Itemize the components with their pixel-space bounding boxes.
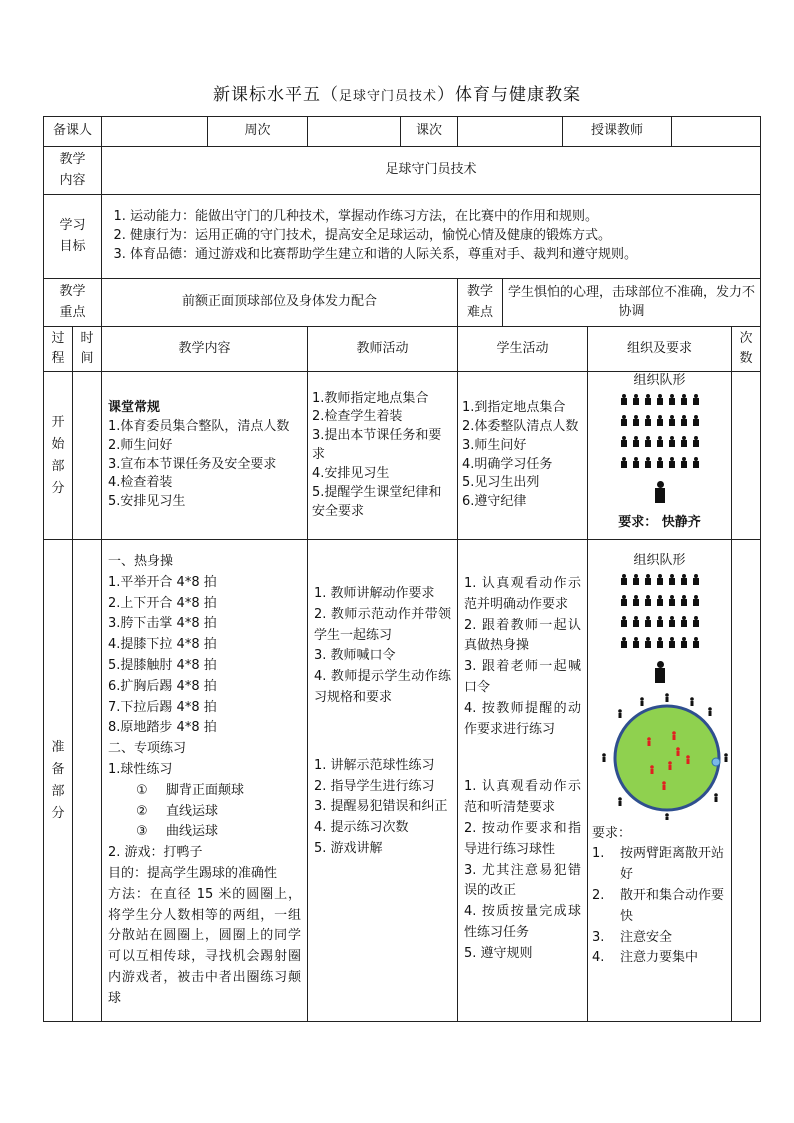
student-icon: [656, 457, 664, 468]
inner-player-icon: [651, 769, 654, 774]
requirements-label: 要求：: [592, 825, 632, 841]
goal-item: 3. 体育品德：通过游戏和比赛帮助学生建立和谐的人际关系，尊重对手、裁判和遵守规则。: [130, 246, 754, 265]
list-item: 3. 尤其注意易犯错误的改正: [464, 862, 582, 899]
list-item: 2.上下开合 4*8 拍: [108, 595, 217, 611]
student-icon: [692, 457, 700, 468]
student-icon: [632, 595, 640, 606]
student-icon: [656, 595, 664, 606]
prep-student: [458, 540, 588, 1022]
outer-player-icon: [666, 697, 669, 702]
col-student: 学生活动: [458, 327, 588, 372]
outer-player-icon: [618, 709, 622, 713]
week-value[interactable]: [308, 117, 401, 147]
list-item: 1.教师指定地点集合: [312, 390, 429, 406]
goals-label: 学习目标: [44, 195, 102, 279]
list-item: 二、专项练习: [108, 741, 187, 757]
student-icon: [632, 415, 640, 426]
list-item: 4.检查着装: [108, 475, 173, 491]
formation-row: [592, 613, 727, 634]
list-item: ③ 曲线运球: [136, 824, 219, 840]
list-item: 1. 按两臂距离散开站好: [592, 846, 725, 883]
start-student: [458, 372, 588, 540]
difficulty-label: 教学难点: [458, 279, 503, 327]
list-item: 1.球性练习: [108, 761, 173, 777]
student-icon: [644, 415, 652, 426]
teacher-icon: [654, 661, 666, 683]
student-icon: [680, 394, 688, 405]
student-icon: [668, 415, 676, 426]
prep-org: [588, 540, 732, 1022]
student-formation: [592, 571, 727, 655]
outer-player-icon: [690, 697, 694, 701]
list-item: 2.师生问好: [108, 437, 173, 453]
outer-player-icon: [603, 757, 606, 762]
list-item: 4. 教师提示学生动作练习规格和要求: [314, 669, 452, 705]
inner-player-icon: [677, 751, 680, 756]
list-item: 4.安排见习生: [312, 465, 390, 481]
list-item: 5. 遵守规则: [464, 945, 533, 961]
student-icon: [620, 394, 628, 405]
student-icon: [656, 394, 664, 405]
student-icon: [632, 457, 640, 468]
column-header-row: [44, 327, 761, 372]
content-value: 足球守门员技术: [102, 147, 761, 195]
inner-player-icon: [663, 785, 666, 790]
formation-row: [592, 571, 727, 592]
list-item: 1.到指定地点集合: [462, 399, 566, 415]
student-icon: [620, 574, 628, 585]
col-org: 组织及要求: [588, 327, 732, 372]
prep-phase: 准备部分: [44, 540, 73, 1022]
list-item: 8.原地踏步 4*8 拍: [108, 720, 217, 736]
list-item: ① 脚背正面颠球: [136, 782, 245, 798]
list-item: 6.扩胸后踢 4*8 拍: [108, 678, 217, 694]
inner-player-icon: [650, 765, 654, 769]
student-icon: [620, 457, 628, 468]
student-icon: [632, 436, 640, 447]
list-item: 4.明确学习任务: [462, 456, 553, 472]
inner-player-icon: [662, 781, 666, 785]
student-icon: [680, 415, 688, 426]
org-title: 组织队形: [633, 553, 686, 568]
prep-section-row: [44, 540, 761, 1022]
list-item: 1. 教师讲解动作要求: [314, 586, 435, 601]
student-icon: [668, 574, 676, 585]
student-icon: [680, 637, 688, 648]
document-title: 新课标水平五（足球守门员技术）体育与健康教案: [212, 85, 581, 105]
list-item: 一、热身操: [108, 554, 174, 569]
inner-player-icon: [687, 759, 690, 764]
goal-item: 2. 健康行为：运用正确的守门技术，提高安全足球运动，愉悦心情及健康的锻炼方式。: [130, 227, 754, 246]
outer-player-icon: [640, 697, 644, 701]
student-icon: [680, 616, 688, 627]
outer-player-icon: [618, 797, 622, 801]
outer-player-icon: [665, 813, 669, 817]
list-item: 2.体委整队清点人数: [462, 418, 579, 434]
outer-player-icon: [715, 797, 718, 802]
student-icon: [656, 616, 664, 627]
start-section-row: [44, 372, 761, 540]
list-item: 1. 认真观看动作示范并明确动作要求: [464, 576, 582, 612]
student-icon: [656, 574, 664, 585]
list-item: 2.检查学生着装: [312, 409, 403, 425]
outer-player-icon: [666, 817, 669, 820]
formation-row: [588, 433, 731, 454]
list-item: 5.提醒学生课堂纪律和安全要求: [312, 484, 442, 519]
col-time: 时间: [73, 327, 102, 372]
student-icon: [668, 637, 676, 648]
student-icon: [680, 595, 688, 606]
list-item: 1.平举开合 4*8 拍: [108, 574, 217, 590]
student-icon: [620, 595, 628, 606]
list-item: 2. 散开和集合动作要快: [592, 888, 725, 924]
student-icon: [620, 415, 628, 426]
inner-player-icon: [647, 737, 651, 741]
list-item: ② 直线运球: [136, 803, 219, 819]
student-icon: [692, 415, 700, 426]
list-item: 1. 认真观看动作示范和听清楚要求: [464, 779, 582, 816]
inner-player-icon: [686, 755, 690, 759]
content-row: [44, 147, 761, 195]
list-item: 4. 注意力要集中: [592, 950, 699, 966]
formation-row: [588, 412, 731, 433]
student-icon: [668, 394, 676, 405]
preparer-value[interactable]: [102, 117, 208, 147]
outer-player-icon: [714, 793, 718, 797]
game-field-circle: [615, 706, 719, 810]
list-item: 2. 跟着教师一起认真做热身操: [464, 617, 582, 654]
list-item: 4. 按质按量完成球性练习任务: [464, 904, 582, 940]
goals-value: [102, 195, 761, 279]
outer-player-icon: [691, 701, 694, 706]
col-teacher: 教师活动: [308, 327, 458, 372]
student-icon: [632, 637, 640, 648]
key-label: 教学重点: [44, 279, 102, 327]
student-icon: [680, 457, 688, 468]
student-icon: [632, 394, 640, 405]
list-item: 3. 教师喊口令: [314, 648, 396, 664]
outer-player-icon: [709, 711, 712, 716]
start-count: [732, 372, 761, 540]
student-icon: [680, 574, 688, 585]
teacher-icon: [654, 481, 666, 503]
outer-player-icon: [641, 701, 644, 706]
student-icon: [668, 616, 676, 627]
list-item: 4.提膝下拉 4*8 拍: [108, 637, 217, 653]
list-item: 3.提出本节课任务和要求: [312, 428, 442, 463]
inner-player-icon: [668, 761, 672, 765]
start-org: [588, 372, 732, 540]
preparer-label: 备课人: [44, 117, 102, 147]
teacher-value[interactable]: [672, 117, 761, 147]
student-icon: [644, 574, 652, 585]
list-item: 5. 游戏讲解: [314, 840, 383, 856]
student-icon: [632, 574, 640, 585]
student-icon: [644, 595, 652, 606]
prep-content: [102, 540, 308, 1022]
list-item: 1. 讲解示范球性练习: [314, 757, 435, 773]
prep-time: [73, 540, 102, 1022]
key-value: 前额正面顶球部位及身体发力配合: [102, 279, 458, 327]
list-item: 6.遵守纪律: [462, 494, 527, 510]
col-process: 过程: [44, 327, 73, 372]
lesson-plan-table: [43, 116, 761, 1022]
student-icon: [692, 436, 700, 447]
list-item: 4. 提示练习次数: [314, 820, 409, 836]
game-field-diagram: [592, 690, 742, 820]
ball-icon: [712, 758, 720, 766]
list-item: 方法：在直径 15 米的圆圈上，将学生分人数相等的两组，一组分散站在圆圈上，圆圈上的同学可以互相传球，寻找机会踢射圈内游戏者，被击中者出圈练习颠球: [108, 886, 302, 1006]
header-row: [44, 117, 761, 147]
outer-player-icon: [619, 801, 622, 806]
student-icon: [632, 616, 640, 627]
student-icon: [644, 436, 652, 447]
outer-player-icon: [724, 753, 728, 757]
outer-player-icon: [665, 693, 669, 697]
list-item: 2. 按动作要求和指导进行练习球性: [464, 820, 582, 857]
start-teacher: [308, 372, 458, 540]
list-item: 3. 注意安全: [592, 929, 673, 945]
content-label: 教学内容: [44, 147, 102, 195]
student-icon: [668, 436, 676, 447]
student-icon: [620, 637, 628, 648]
list-item: 3.师生问好: [462, 437, 527, 453]
inner-player-icon: [676, 747, 680, 751]
formation-row: [588, 454, 731, 475]
prep-count: [732, 540, 761, 1022]
org-title: 组织队形: [633, 373, 686, 388]
student-icon: [692, 574, 700, 585]
student-icon: [656, 637, 664, 648]
goal-item: 1. 运动能力：能做出守门的几种技术，掌握动作练习方法，在比赛中的作用和规则。: [130, 208, 754, 227]
col-count: 次数: [732, 327, 761, 372]
list-item: 2. 教师示范动作并带领学生一起练习: [314, 606, 452, 643]
outer-player-icon: [708, 707, 712, 711]
outer-player-icon: [619, 713, 622, 718]
list-item: 2. 游戏：打鸭子: [108, 845, 203, 861]
list-item: 3.宣布本节课任务及安全要求: [108, 456, 277, 472]
document-subtitle: 足球守门员技术: [338, 89, 437, 104]
formation-row: [588, 391, 731, 412]
start-content: [102, 372, 308, 540]
lesson-label: 课次: [401, 117, 458, 147]
inner-player-icon: [672, 731, 676, 735]
start-phase: 开始部分: [44, 372, 73, 540]
student-icon: [620, 436, 628, 447]
student-icon: [668, 595, 676, 606]
list-item: 3. 跟着老师一起喊口令: [464, 659, 582, 695]
student-icon: [692, 595, 700, 606]
org-requirement: 要求： 快静齐: [618, 514, 701, 530]
formation-row: [592, 634, 727, 655]
lesson-value[interactable]: [458, 117, 563, 147]
student-icon: [656, 415, 664, 426]
inner-player-icon: [648, 741, 651, 746]
key-row: [44, 279, 761, 327]
list-item: 4. 按教师提醒的动作要求进行练习: [464, 700, 582, 737]
student-formation: [588, 391, 731, 475]
list-item: 5.见习生出列: [462, 475, 540, 491]
outer-player-icon: [725, 757, 728, 762]
student-icon: [680, 436, 688, 447]
student-icon: [656, 436, 664, 447]
col-content: 教学内容: [102, 327, 308, 372]
list-item: 1.体育委员集合整队，清点人数: [108, 418, 290, 434]
week-label: 周次: [208, 117, 308, 147]
student-icon: [692, 616, 700, 627]
student-icon: [644, 637, 652, 648]
start-content-title: 课堂常规: [108, 399, 161, 415]
goals-row: [44, 195, 761, 279]
inner-player-icon: [669, 765, 672, 770]
list-item: 2. 指导学生进行练习: [314, 778, 435, 794]
prep-teacher: [308, 540, 458, 1022]
prep-requirements: [592, 824, 727, 970]
student-icon: [620, 616, 628, 627]
list-item: 5.提膝触肘 4*8 拍: [108, 657, 217, 673]
teacher-label: 授课教师: [563, 117, 672, 147]
list-item: 7.下拉后踢 4*8 拍: [108, 699, 217, 715]
student-icon: [668, 457, 676, 468]
list-item: 3. 提醒易犯错误和纠正: [314, 799, 448, 815]
list-item: 5.安排见习生: [108, 494, 186, 510]
student-icon: [692, 394, 700, 405]
list-item: 目的：提高学生踢球的准确性: [108, 865, 278, 881]
difficulty-value: 学生惧怕的心理，击球部位不准确，发力不协调: [503, 279, 761, 327]
inner-player-icon: [673, 735, 676, 740]
start-time: [73, 372, 102, 540]
student-icon: [644, 457, 652, 468]
formation-row: [592, 592, 727, 613]
student-icon: [644, 616, 652, 627]
list-item: 3.胯下击掌 4*8 拍: [108, 616, 217, 632]
student-icon: [644, 394, 652, 405]
outer-player-icon: [602, 753, 606, 757]
student-icon: [692, 637, 700, 648]
